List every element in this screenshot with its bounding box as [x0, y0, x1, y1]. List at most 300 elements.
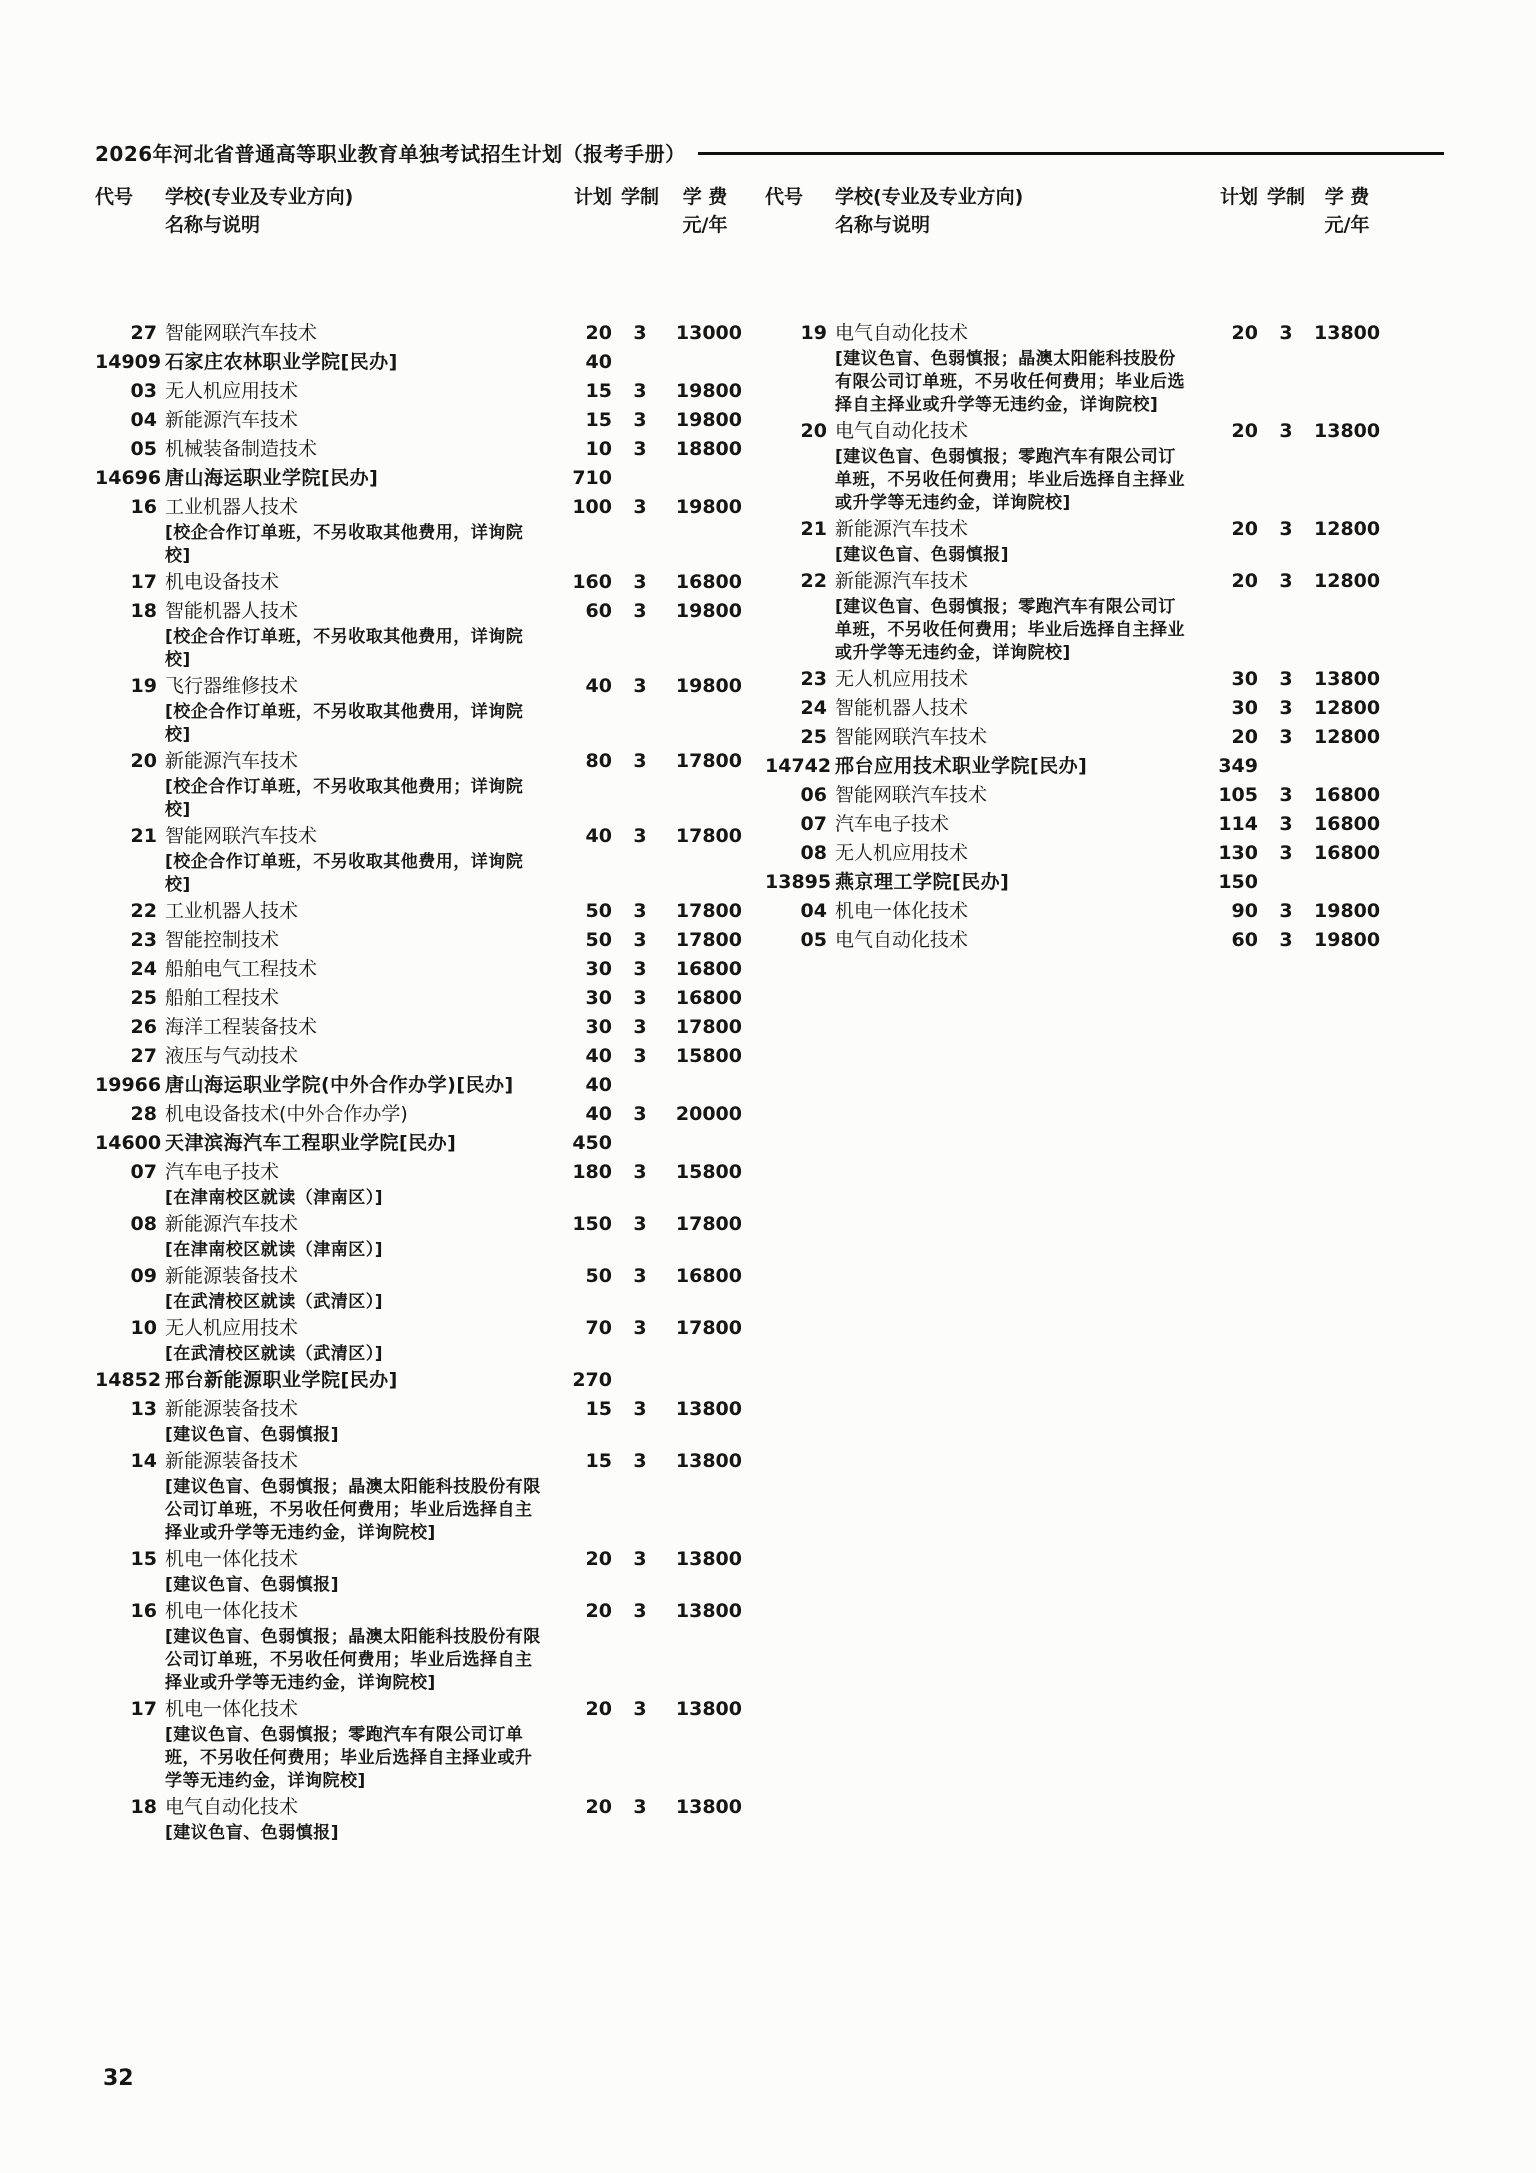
row-code: 24 [130, 958, 157, 980]
row-plan: 15 [585, 1450, 612, 1472]
row-plan: 30 [1231, 668, 1258, 690]
note-row [95, 1822, 742, 1845]
row-plan: 15 [585, 1398, 612, 1420]
major-row [95, 319, 742, 348]
row-years: 3 [633, 958, 647, 980]
note-row [95, 1187, 742, 1210]
header-name: 学校(专业及专业方向) [835, 186, 1024, 208]
row-years: 3 [1279, 929, 1293, 951]
row-note: [建议色盲、色弱慎报] [835, 545, 1010, 565]
row-name: 液压与气动技术 [165, 1045, 299, 1067]
row-code: 08 [130, 1213, 157, 1235]
row-plan: 105 [1218, 784, 1258, 806]
row-plan: 40 [585, 825, 612, 847]
row-name: 船舶工程技术 [165, 987, 280, 1009]
row-code: 07 [130, 1161, 157, 1183]
row-fee: 16800 [1314, 784, 1381, 806]
row-fee: 13800 [675, 1398, 742, 1420]
row-code: 23 [130, 929, 157, 951]
row-code: 14696 [95, 467, 162, 489]
row-name: 无人机应用技术 [165, 380, 299, 402]
major-row [95, 377, 742, 406]
row-years: 3 [1279, 900, 1293, 922]
row-fee: 19800 [675, 675, 742, 697]
row-name: 机电一体化技术 [165, 1698, 299, 1720]
row-fee: 19800 [675, 496, 742, 518]
row-name: 电气自动化技术 [835, 322, 969, 344]
row-years: 3 [633, 987, 647, 1009]
major-row [95, 568, 742, 597]
row-note: [校企合作订单班，不另收取其他费用，详询院校] [165, 852, 524, 895]
document-header [95, 138, 1444, 167]
major-row [95, 435, 742, 464]
row-fee: 13800 [675, 1450, 742, 1472]
row-name: 无人机应用技术 [835, 842, 969, 864]
row-fee: 16800 [675, 958, 742, 980]
row-code: 27 [130, 1045, 157, 1067]
row-name: 海洋工程装备技术 [165, 1016, 318, 1038]
row-fee: 17800 [675, 750, 742, 772]
row-plan: 20 [585, 322, 612, 344]
row-note: [建议色盲、色弱慎报] [165, 1575, 340, 1595]
row-years: 3 [633, 496, 647, 518]
row-code: 08 [800, 842, 827, 864]
row-years: 3 [1279, 726, 1293, 748]
page-title: 2026年河北省普通高等职业教育单独考试招生计划（报考手册） [95, 142, 686, 166]
row-plan: 130 [1218, 842, 1258, 864]
row-fee: 13800 [675, 1796, 742, 1818]
note-row [765, 348, 1380, 417]
major-row [765, 515, 1380, 544]
school-row [95, 1129, 742, 1158]
school-row [765, 868, 1380, 897]
row-years: 3 [633, 1103, 647, 1125]
major-row [95, 1447, 742, 1476]
row-plan: 15 [585, 380, 612, 402]
school-row [95, 1071, 742, 1100]
row-plan: 710 [572, 467, 612, 489]
page-number: 32 [103, 2066, 134, 2091]
table-column-left [95, 183, 742, 1845]
row-years: 3 [633, 322, 647, 344]
major-row [95, 1314, 742, 1343]
row-plan: 20 [585, 1600, 612, 1622]
row-code: 20 [130, 750, 157, 772]
note-row [95, 1239, 742, 1262]
row-name: 机电一体化技术 [165, 1600, 299, 1622]
row-years: 3 [633, 750, 647, 772]
row-code: 05 [800, 929, 827, 951]
row-code: 16 [130, 496, 157, 518]
row-years: 3 [1279, 784, 1293, 806]
header-name-line2: 名称与说明 [835, 214, 931, 236]
major-row [95, 1100, 742, 1129]
row-fee: 19800 [1314, 929, 1381, 951]
table-rows-left [95, 319, 742, 1845]
major-row [95, 1042, 742, 1071]
major-row [765, 926, 1380, 955]
row-code: 19966 [95, 1074, 162, 1096]
header-fee-unit: 元/年 [1324, 214, 1370, 236]
header-years: 学制 [620, 186, 659, 208]
row-years: 3 [1279, 842, 1293, 864]
major-row [765, 665, 1380, 694]
row-plan: 20 [1231, 518, 1258, 540]
row-note: [校企合作订单班，不另收取其他费用，详询院校] [165, 523, 524, 566]
row-plan: 450 [572, 1132, 612, 1154]
row-years: 3 [633, 1161, 647, 1183]
row-plan: 90 [1231, 900, 1258, 922]
header-fee: 学 费 [682, 186, 728, 208]
row-name: 机电一体化技术 [165, 1548, 299, 1570]
row-name: 工业机器人技术 [165, 496, 299, 518]
row-years: 3 [1279, 697, 1293, 719]
major-row [765, 897, 1380, 926]
row-code: 04 [800, 900, 827, 922]
note-row [95, 701, 742, 747]
note-row [95, 1291, 742, 1314]
row-fee: 12800 [1314, 518, 1381, 540]
row-plan: 20 [585, 1548, 612, 1570]
row-years: 3 [633, 675, 647, 697]
row-code: 21 [800, 518, 827, 540]
major-row [95, 1262, 742, 1291]
row-plan: 40 [585, 675, 612, 697]
table-header [95, 183, 742, 239]
row-note: [校企合作订单班，不另收取其他费用；详询院校] [165, 777, 524, 820]
row-plan: 40 [585, 351, 612, 373]
row-name: 智能机器人技术 [165, 600, 299, 622]
row-name: 船舶电气工程技术 [165, 958, 318, 980]
row-note: [校企合作订单班，不另收取其他费用，详询院校] [165, 702, 524, 745]
school-row [95, 1366, 742, 1395]
header-plan: 计划 [1219, 186, 1258, 208]
row-years: 3 [1279, 668, 1293, 690]
note-row [95, 1626, 742, 1695]
row-plan: 50 [585, 900, 612, 922]
row-name: 新能源汽车技术 [165, 409, 299, 431]
major-row [95, 1793, 742, 1822]
row-note: [建议色盲、色弱慎报] [165, 1823, 340, 1843]
row-fee: 19800 [675, 600, 742, 622]
row-name: 无人机应用技术 [835, 668, 969, 690]
row-code: 21 [130, 825, 157, 847]
row-plan: 150 [1218, 871, 1258, 893]
row-fee: 13800 [1314, 322, 1381, 344]
major-row [95, 747, 742, 776]
row-name: 无人机应用技术 [165, 1317, 299, 1339]
row-name: 新能源装备技术 [165, 1450, 299, 1472]
row-name: 新能源装备技术 [165, 1265, 299, 1287]
major-row [765, 839, 1380, 868]
row-name: 邢台应用技术职业学院[民办] [835, 755, 1088, 777]
row-plan: 160 [572, 571, 612, 593]
major-row [95, 597, 742, 626]
row-years: 3 [633, 1398, 647, 1420]
row-code: 09 [130, 1265, 157, 1287]
note-row [95, 1424, 742, 1447]
row-code: 14742 [765, 755, 832, 777]
row-fee: 17800 [675, 1317, 742, 1339]
row-note: [在津南校区就读（津南区）] [165, 1188, 384, 1208]
major-row [95, 1545, 742, 1574]
row-years: 3 [1279, 813, 1293, 835]
row-plan: 270 [572, 1369, 612, 1391]
row-plan: 30 [1231, 697, 1258, 719]
row-code: 14 [130, 1450, 157, 1472]
row-name: 石家庄农林职业学院[民办] [165, 351, 398, 373]
row-code: 18 [130, 1796, 157, 1818]
row-plan: 10 [585, 438, 612, 460]
row-fee: 17800 [675, 1213, 742, 1235]
row-code: 26 [130, 1016, 157, 1038]
row-fee: 16800 [675, 987, 742, 1009]
row-fee: 13800 [675, 1548, 742, 1570]
row-code: 18 [130, 600, 157, 622]
row-years: 3 [633, 1796, 647, 1818]
row-plan: 20 [1231, 570, 1258, 592]
row-code: 27 [130, 322, 157, 344]
row-years: 3 [1279, 570, 1293, 592]
row-name: 新能源汽车技术 [165, 750, 299, 772]
row-name: 电气自动化技术 [835, 929, 969, 951]
row-name: 唐山海运职业学院(中外合作办学)[民办] [165, 1074, 514, 1096]
row-fee: 13800 [675, 1600, 742, 1622]
major-row [95, 926, 742, 955]
row-code: 05 [130, 438, 157, 460]
note-row [95, 626, 742, 672]
row-code: 06 [800, 784, 827, 806]
major-row [765, 319, 1380, 348]
header-name-line2: 名称与说明 [165, 214, 261, 236]
row-name: 工业机器人技术 [165, 900, 299, 922]
school-row [95, 348, 742, 377]
major-row [765, 694, 1380, 723]
row-code: 15 [130, 1548, 157, 1570]
row-years: 3 [633, 1045, 647, 1067]
row-years: 3 [633, 1317, 647, 1339]
row-fee: 17800 [675, 825, 742, 847]
row-note: [在武清校区就读（武清区）] [165, 1344, 384, 1364]
row-name: 唐山海运职业学院[民办] [165, 467, 379, 489]
row-note: [建议色盲、色弱慎报；晶澳太阳能科技股份有限公司订单班，不另收任何费用；毕业后选择自主择业或升学等无违约金，详询院校] [165, 1477, 541, 1543]
header-name: 学校(专业及专业方向) [165, 186, 354, 208]
row-plan: 70 [585, 1317, 612, 1339]
row-name: 电气自动化技术 [835, 420, 969, 442]
row-plan: 20 [585, 1796, 612, 1818]
row-code: 07 [800, 813, 827, 835]
row-plan: 100 [572, 496, 612, 518]
note-row [765, 446, 1380, 515]
row-name: 燕京理工学院[民办] [835, 871, 1010, 893]
note-row [95, 1343, 742, 1366]
row-name: 邢台新能源职业学院[民办] [165, 1369, 398, 1391]
row-years: 3 [633, 438, 647, 460]
row-fee: 16800 [675, 1265, 742, 1287]
major-row [95, 406, 742, 435]
row-fee: 19800 [675, 409, 742, 431]
row-years: 3 [1279, 420, 1293, 442]
header-code: 代号 [95, 186, 134, 208]
note-row [95, 522, 742, 568]
major-row [765, 810, 1380, 839]
row-code: 14852 [95, 1369, 162, 1391]
row-fee: 12800 [1314, 570, 1381, 592]
row-fee: 13000 [675, 322, 742, 344]
row-name: 新能源汽车技术 [835, 570, 969, 592]
row-plan: 40 [585, 1045, 612, 1067]
row-fee: 16800 [1314, 813, 1381, 835]
row-code: 17 [130, 1698, 157, 1720]
row-code: 19 [800, 322, 827, 344]
school-row [765, 752, 1380, 781]
row-name: 汽车电子技术 [835, 813, 950, 835]
major-row [95, 897, 742, 926]
row-plan: 50 [585, 1265, 612, 1287]
row-years: 3 [633, 1600, 647, 1622]
row-years: 3 [633, 571, 647, 593]
note-row [765, 596, 1380, 665]
table-header [765, 183, 1380, 239]
row-years: 3 [633, 825, 647, 847]
header-fee-unit: 元/年 [682, 214, 728, 236]
row-years: 3 [633, 1698, 647, 1720]
row-plan: 20 [1231, 726, 1258, 748]
major-row [95, 1013, 742, 1042]
row-years: 3 [633, 1265, 647, 1287]
major-row [95, 1695, 742, 1724]
row-name: 飞行器维修技术 [165, 675, 299, 697]
row-note: [在津南校区就读（津南区）] [165, 1240, 384, 1260]
row-plan: 80 [585, 750, 612, 772]
major-row [95, 955, 742, 984]
row-plan: 60 [1231, 929, 1258, 951]
row-code: 16 [130, 1600, 157, 1622]
major-row [95, 1210, 742, 1239]
row-years: 3 [633, 600, 647, 622]
row-code: 03 [130, 380, 157, 402]
row-name: 天津滨海汽车工程职业学院[民办] [165, 1132, 457, 1154]
row-years: 3 [633, 409, 647, 431]
row-code: 25 [800, 726, 827, 748]
row-fee: 18800 [675, 438, 742, 460]
row-name: 机电设备技术 [165, 571, 280, 593]
row-note: [建议色盲、色弱慎报；零跑汽车有限公司订单班，不另收任何费用；毕业后选择自主择业或升学等无违约金，详询院校] [165, 1725, 533, 1791]
header-rule [698, 152, 1444, 155]
row-plan: 30 [585, 1016, 612, 1038]
row-note: [建议色盲、色弱慎报；晶澳太阳能科技股份有限公司订单班，不另收任何费用；毕业后选择自主择业或升学等无违约金，详询院校] [165, 1627, 541, 1693]
row-plan: 20 [1231, 420, 1258, 442]
row-note: [建议色盲、色弱慎报；零跑汽车有限公司订单班，不另收任何费用；毕业后选择自主择业或升学等无违约金，详询院校] [835, 447, 1185, 513]
row-code: 04 [130, 409, 157, 431]
row-name: 智能网联汽车技术 [835, 784, 988, 806]
major-row [765, 567, 1380, 596]
major-row [95, 493, 742, 522]
row-fee: 20000 [675, 1103, 742, 1125]
row-code: 17 [130, 571, 157, 593]
row-name: 智能网联汽车技术 [165, 322, 318, 344]
major-row [95, 672, 742, 701]
row-plan: 40 [585, 1074, 612, 1096]
row-note: [校企合作订单班，不另收取其他费用，详询院校] [165, 627, 524, 670]
row-code: 22 [800, 570, 827, 592]
row-name: 新能源汽车技术 [835, 518, 969, 540]
row-fee: 15800 [675, 1045, 742, 1067]
major-row [95, 1158, 742, 1187]
row-name: 汽车电子技术 [165, 1161, 280, 1183]
row-fee: 19800 [675, 380, 742, 402]
row-note: [建议色盲、色弱慎报；晶澳太阳能科技股份有限公司订单班，不另收任何费用；毕业后选择自主择业或升学等无违约金，详询院校] [835, 349, 1185, 415]
table-rows-right [765, 319, 1380, 955]
row-note: [在武清校区就读（武清区）] [165, 1292, 384, 1312]
row-code: 24 [800, 697, 827, 719]
row-name: 机电一体化技术 [835, 900, 969, 922]
row-plan: 180 [572, 1161, 612, 1183]
row-code: 25 [130, 987, 157, 1009]
row-plan: 20 [585, 1698, 612, 1720]
row-plan: 40 [585, 1103, 612, 1125]
row-name: 智能控制技术 [165, 929, 280, 951]
row-note: [建议色盲、色弱慎报] [165, 1425, 340, 1445]
row-years: 3 [633, 1548, 647, 1570]
row-name: 机电设备技术(中外合作办学) [165, 1103, 408, 1125]
row-code: 20 [800, 420, 827, 442]
row-code: 28 [130, 1103, 157, 1125]
row-name: 电气自动化技术 [165, 1796, 299, 1818]
row-years: 3 [1279, 322, 1293, 344]
row-fee: 17800 [675, 1016, 742, 1038]
row-plan: 60 [585, 600, 612, 622]
row-fee: 15800 [675, 1161, 742, 1183]
row-fee: 17800 [675, 900, 742, 922]
row-code: 23 [800, 668, 827, 690]
row-fee: 12800 [1314, 697, 1381, 719]
major-row [95, 822, 742, 851]
major-row [95, 1597, 742, 1626]
row-code: 13 [130, 1398, 157, 1420]
header-years: 学制 [1266, 186, 1305, 208]
row-plan: 30 [585, 958, 612, 980]
row-code: 14600 [95, 1132, 162, 1154]
row-plan: 150 [572, 1213, 612, 1235]
row-plan: 50 [585, 929, 612, 951]
row-years: 3 [633, 1016, 647, 1038]
note-row [95, 1574, 742, 1597]
row-years: 3 [633, 1450, 647, 1472]
row-plan: 349 [1218, 755, 1258, 777]
major-row [765, 781, 1380, 810]
row-name: 智能机器人技术 [835, 697, 969, 719]
major-row [95, 984, 742, 1013]
row-name: 智能网联汽车技术 [835, 726, 988, 748]
note-row [95, 1476, 742, 1545]
row-fee: 13800 [1314, 420, 1381, 442]
header-plan: 计划 [573, 186, 612, 208]
row-plan: 15 [585, 409, 612, 431]
row-code: 10 [130, 1317, 157, 1339]
row-years: 3 [633, 1213, 647, 1235]
row-fee: 13800 [675, 1698, 742, 1720]
row-plan: 114 [1218, 813, 1258, 835]
major-row [765, 723, 1380, 752]
major-row [95, 1395, 742, 1424]
row-note: [建议色盲、色弱慎报；零跑汽车有限公司订单班，不另收任何费用；毕业后选择自主择业或升学等无违约金，详询院校] [835, 597, 1185, 663]
row-fee: 16800 [675, 571, 742, 593]
row-years: 3 [633, 900, 647, 922]
row-name: 智能网联汽车技术 [165, 825, 318, 847]
row-name: 机械装备制造技术 [165, 438, 318, 460]
row-name: 新能源汽车技术 [165, 1213, 299, 1235]
